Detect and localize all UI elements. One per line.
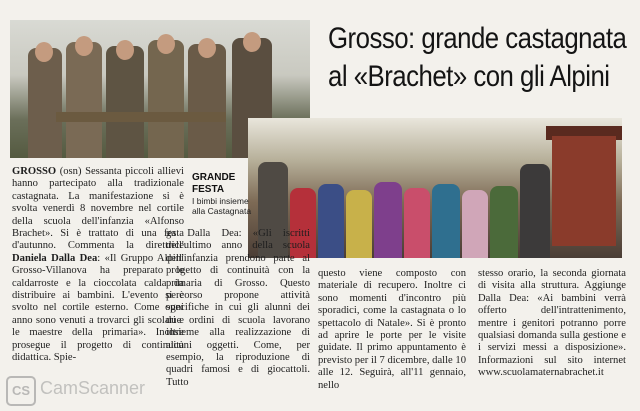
photo-figure bbox=[318, 184, 344, 258]
photo-caption-text: I bimbi insieme alla Castagnata bbox=[192, 196, 252, 216]
article-paragraph bbox=[12, 166, 184, 365]
camscanner-watermark bbox=[6, 374, 166, 406]
photo-figure bbox=[188, 44, 226, 158]
photo-caption-title bbox=[192, 172, 252, 196]
photo-table bbox=[56, 112, 226, 122]
caption-title-line-1: GRANDE bbox=[192, 172, 236, 183]
photo-figure bbox=[346, 190, 372, 258]
article-paragraph: ga Dalla Dea: «Gli iscritti dell'ultimo anno della scuola dell'infanzia prendono parte al progetto di continuità con la primaria di Grosso. Questo percorso propone attività specifiche in cui gli alunni dei due ordini di scuola lavorano insieme alla realizzazione di alcuni oggetti. Come, per esempio, la riproduzione di quadri famosi e di giocattoli. Tutto bbox=[166, 228, 310, 388]
photo-figure bbox=[404, 188, 430, 258]
photo-figure-head bbox=[75, 36, 93, 56]
dateline: GROSSO bbox=[12, 166, 57, 177]
photo-figure bbox=[66, 42, 102, 158]
article-column-3 bbox=[318, 268, 466, 392]
photo-figure-head bbox=[35, 42, 53, 62]
article-paragraph: stesso orario, la seconda giornata di visita alla struttura. Aggiunge Dalla Dea: «Ai bambini verrà offerto dell'intrattenimento, mentre i genitori potranno porre qualsiasi domanda sulla gestione e i servizi messi a disposizione». Informazioni sul sito internet www.scuolamaternabrachet.it bbox=[478, 268, 626, 379]
photo-figure-head bbox=[116, 40, 134, 60]
camscanner-logo-icon: CS bbox=[6, 376, 36, 406]
photo-figure bbox=[148, 40, 184, 158]
watermark-text: CamScanner bbox=[40, 378, 146, 398]
headline-line-2: al «Brachet» con gli Alpini bbox=[328, 60, 610, 93]
person-name: Daniela Dalla Dea bbox=[12, 252, 98, 264]
photo-figure bbox=[490, 186, 518, 258]
caption-title-line-2: FESTA bbox=[192, 184, 225, 195]
photo-figure bbox=[28, 48, 62, 158]
article-paragraph: questo viene composto con materiale di recupero. Inoltre ci sono momenti d'incontro più sporadici, come la castagnata o lo spettacolo di Natale». Si è pronto ad aprire le porte per le visite guidate. Il primo appuntamento è previsto per il 7 dicembre, dalle 10 alle 12. Seguirà, all'11 gennaio, nello bbox=[318, 268, 466, 391]
headline bbox=[328, 20, 627, 96]
article-column-2 bbox=[166, 228, 310, 389]
article-column-1 bbox=[12, 166, 184, 365]
photo-figure-head bbox=[243, 32, 261, 52]
photo-figure bbox=[106, 46, 144, 158]
headline-line-1: Grosso: grande castagnata bbox=[328, 22, 627, 55]
photo-figure-head bbox=[157, 34, 175, 54]
photo-figure-head bbox=[198, 38, 216, 58]
photo-hut bbox=[552, 136, 616, 246]
article-text: (osn) Sessanta piccoli allievi hanno partecipato alla tradizionale castagnata. La manifestazione si è svolta venerdì 8 novembre nel cortile della scuola dell'infanzia «Alfonso Brachet». Si è trattato di una festa d'autunno. Commenta la direttrice bbox=[12, 166, 184, 252]
photo-figure bbox=[462, 190, 488, 258]
photo-figure bbox=[520, 164, 550, 258]
article-column-4 bbox=[478, 268, 626, 380]
photo-figure bbox=[374, 182, 402, 258]
photo-figure bbox=[432, 184, 460, 258]
article-text: : «Il Gruppo Alpini Grosso-Villanova ha preparato le caldarroste e la cioccolata calda da distribuire ai bambini. L'evento si è svolto nel cortile esterno. Come ogni anno sono venuti a trovarci gli scolari e le maestre della primaria». Inoltre prosegue il progetto di continuità didattica. Spie- bbox=[12, 252, 184, 364]
